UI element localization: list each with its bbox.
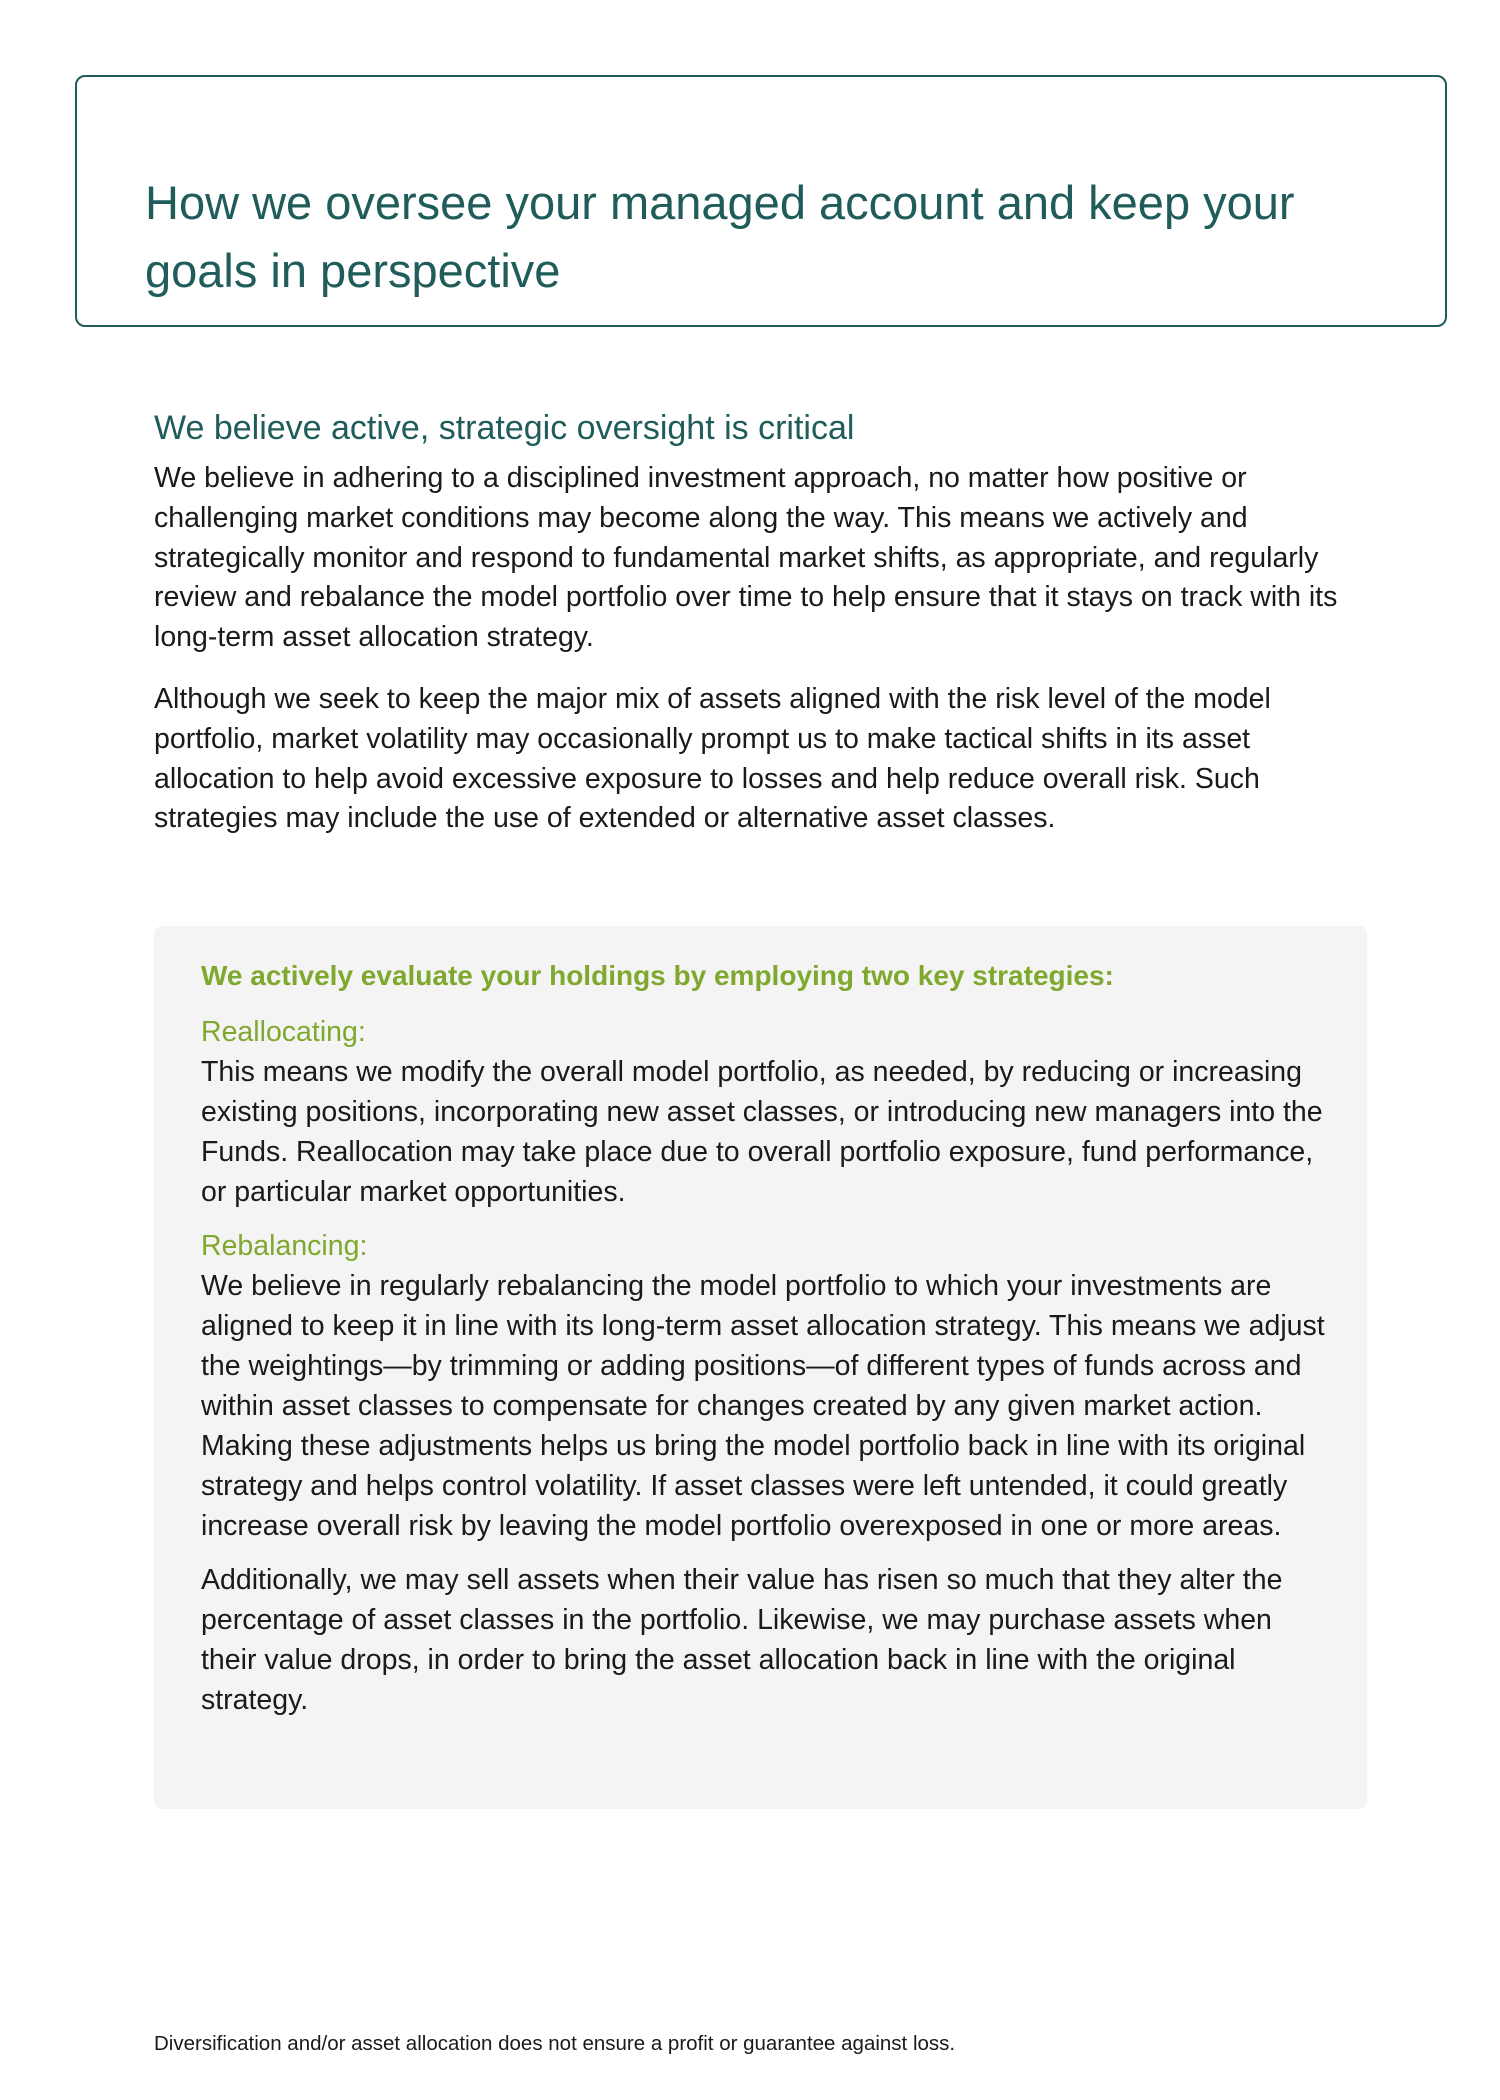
body-paragraph-2: Although we seek to keep the major mix of assets aligned with the risk level of the model portfolio, market volatility may occasionally prompt us to make tactical shifts in its asset allocation to help avoid excessive exposure to losses and help reduce overall risk. Such strategies may include the use of extended or alternative asset classes. bbox=[154, 682, 1271, 835]
body-paragraph-1: We believe in adhering to a disciplined investment approach, no matter how positive or challenging market conditions may become along the way. This means we actively and strategically monitor and respond to fundamental market shifts, as appropriate, and regularly review and rebalance the model portfolio over time to help ensure that it stays on track with its long-term asset allocation strategy. bbox=[154, 462, 1338, 654]
reallocating-text: This means we modify the overall model portfolio, as needed, by reducing or increasing existing positions, incorporating new asset classes, or introducing new managers into the Funds. Reallocation may take place due to overall portfolio exposure, fund performance, or particular market opportunities. bbox=[201, 1056, 1323, 1208]
strategies-callout bbox=[154, 926, 1367, 1809]
title-box bbox=[75, 75, 1447, 327]
section-heading: We believe active, strategic oversight is critical bbox=[154, 409, 855, 447]
reallocating-label: Reallocating: bbox=[201, 1016, 366, 1048]
rebalancing-additional-text: Additionally, we may sell assets when their value has risen so much that they alter the percentage of asset classes in the portfolio. Likewise, we may purchase assets when their value drops, in order to bring the asset allocation back in line with the original strategy. bbox=[201, 1564, 1283, 1716]
oversight-section bbox=[154, 405, 1374, 861]
rebalancing-text: We believe in regularly rebalancing the model portfolio to which your investments are aligned to keep it in line with its long-term asset allocation strategy. This means we adjust the weightings—by trimming or adding positions—of different types of funds across and within asset classes to compensate for changes created by any given market action. Making these adjustments helps us bring the model portfolio back in line with its original strategy and helps control volatility. If asset classes were left untended, it could greatly increase overall risk by leaving the model portfolio overexposed in one or more areas. bbox=[201, 1270, 1325, 1542]
footnote: Diversification and/or asset allocation does not ensure a profit or guarantee against loss. bbox=[154, 2032, 956, 2055]
callout-heading: We actively evaluate your holdings by employing two key strategies: bbox=[201, 960, 1114, 991]
page-title: How we oversee your managed account and keep your goals in perspective bbox=[145, 176, 1295, 297]
rebalancing-label: Rebalancing: bbox=[201, 1230, 368, 1262]
